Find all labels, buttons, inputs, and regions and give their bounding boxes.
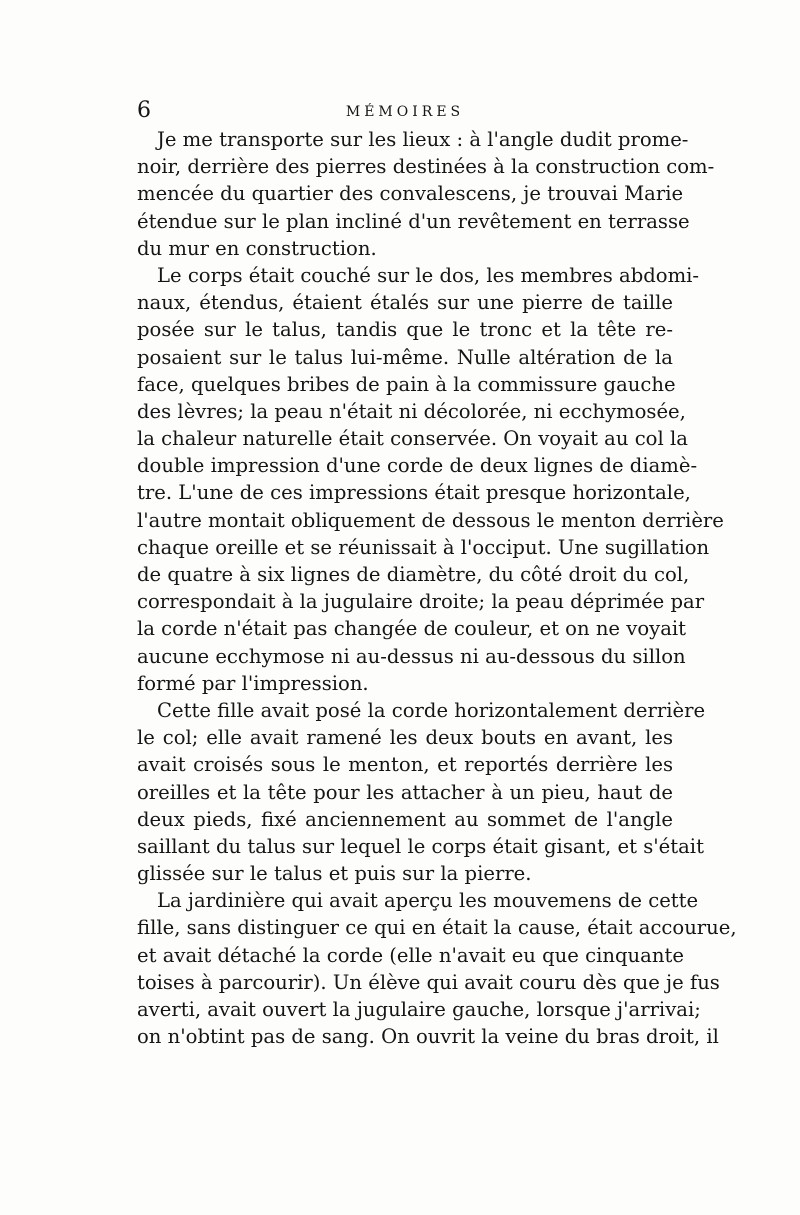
text-line: chaque oreille et se réunissait à l'occiput. Une sugillation (137, 535, 710, 559)
paragraph (137, 126, 715, 262)
text-line: de quatre à six lignes de diamètre, du côté droit du col, (137, 563, 690, 586)
text-line: Je me transporte sur les lieux : à l'angle dudit prome- (157, 128, 689, 151)
text-line: mencée du quartier des convalescens, je trouvai Marie (137, 182, 684, 206)
text-line: noir, derrière des pierres destinées à la construction com- (137, 155, 715, 179)
page-header (137, 98, 673, 124)
text-line: La jardinière qui avait aperçu les mouvemens de cette (157, 889, 699, 913)
body-text (137, 126, 737, 1050)
text-line: oreilles et la tête pour les attacher à un pieu, haut de (137, 780, 673, 804)
text-line: double impression d'une corde de deux lignes de diamè- (137, 454, 698, 478)
text-line: la chaleur naturelle était conservée. On voyait au col la (137, 427, 688, 451)
text-line: deux pieds, fixé anciennement au sommet de l'angle (137, 807, 673, 831)
text-line: naux, étendus, étaient étalés sur une pierre de taille (137, 291, 673, 315)
text-line: tre. L'une de ces impressions était presque horizontale, (137, 481, 691, 505)
text-line: posée sur le talus, tandis que le tronc et la tête re- (137, 318, 673, 342)
text-line: Le corps était couché sur le dos, les membres abdomi- (157, 263, 700, 287)
text-line: posaient sur le talus lui-même. Nulle altération de la (137, 345, 673, 369)
running-head: MÉMOIRES (345, 104, 465, 120)
text-line: face, quelques bribes de pain à la commissure gauche (137, 372, 676, 396)
text-line: étendue sur le plan incliné d'un revêtement en terrasse (137, 209, 690, 233)
paragraph (137, 887, 737, 1050)
text-line: le col; elle avait ramené les deux bouts en avant, les (137, 726, 673, 750)
text-line: formé par l'impression. (137, 671, 369, 695)
text-line: Cette fille avait posé la corde horizontalement derrière (157, 698, 706, 722)
text-line: correspondait à la jugulaire droite; la peau déprimée par (137, 590, 705, 614)
text-line: averti, avait ouvert la jugulaire gauche, lorsque j'arrivai; (137, 998, 701, 1021)
page-number: 6 (137, 98, 151, 123)
text-line: du mur en construction. (137, 236, 377, 260)
paragraph (137, 262, 724, 697)
text-line: fille, sans distinguer ce qui en était la cause, était accourue, (137, 916, 737, 940)
text-line: des lèvres; la peau n'était ni décolorée, ni ecchymosée, (137, 399, 686, 423)
text-line: la corde n'était pas changée de couleur, et on ne voyait (137, 617, 687, 641)
paragraph (137, 697, 706, 887)
text-line: et avait détaché la corde (elle n'avait eu que cinquante (137, 943, 684, 967)
text-line: on n'obtint pas de sang. On ouvrit la veine du bras droit, il (137, 1025, 719, 1049)
text-line: l'autre montait obliquement de dessous le menton derrière (137, 508, 724, 532)
text-line: aucune ecchymose ni au-dessus ni au-dessous du sillon (137, 644, 686, 668)
text-line: toises à parcourir). Un élève qui avait couru dès que je fus (137, 970, 720, 994)
text-line: glissée sur le talus et puis sur la pierre. (137, 862, 532, 886)
text-line: avait croisés sous le menton, et reportés derrière les (137, 753, 673, 777)
text-line: saillant du talus sur lequel le corps était gisant, et s'était (137, 834, 704, 858)
